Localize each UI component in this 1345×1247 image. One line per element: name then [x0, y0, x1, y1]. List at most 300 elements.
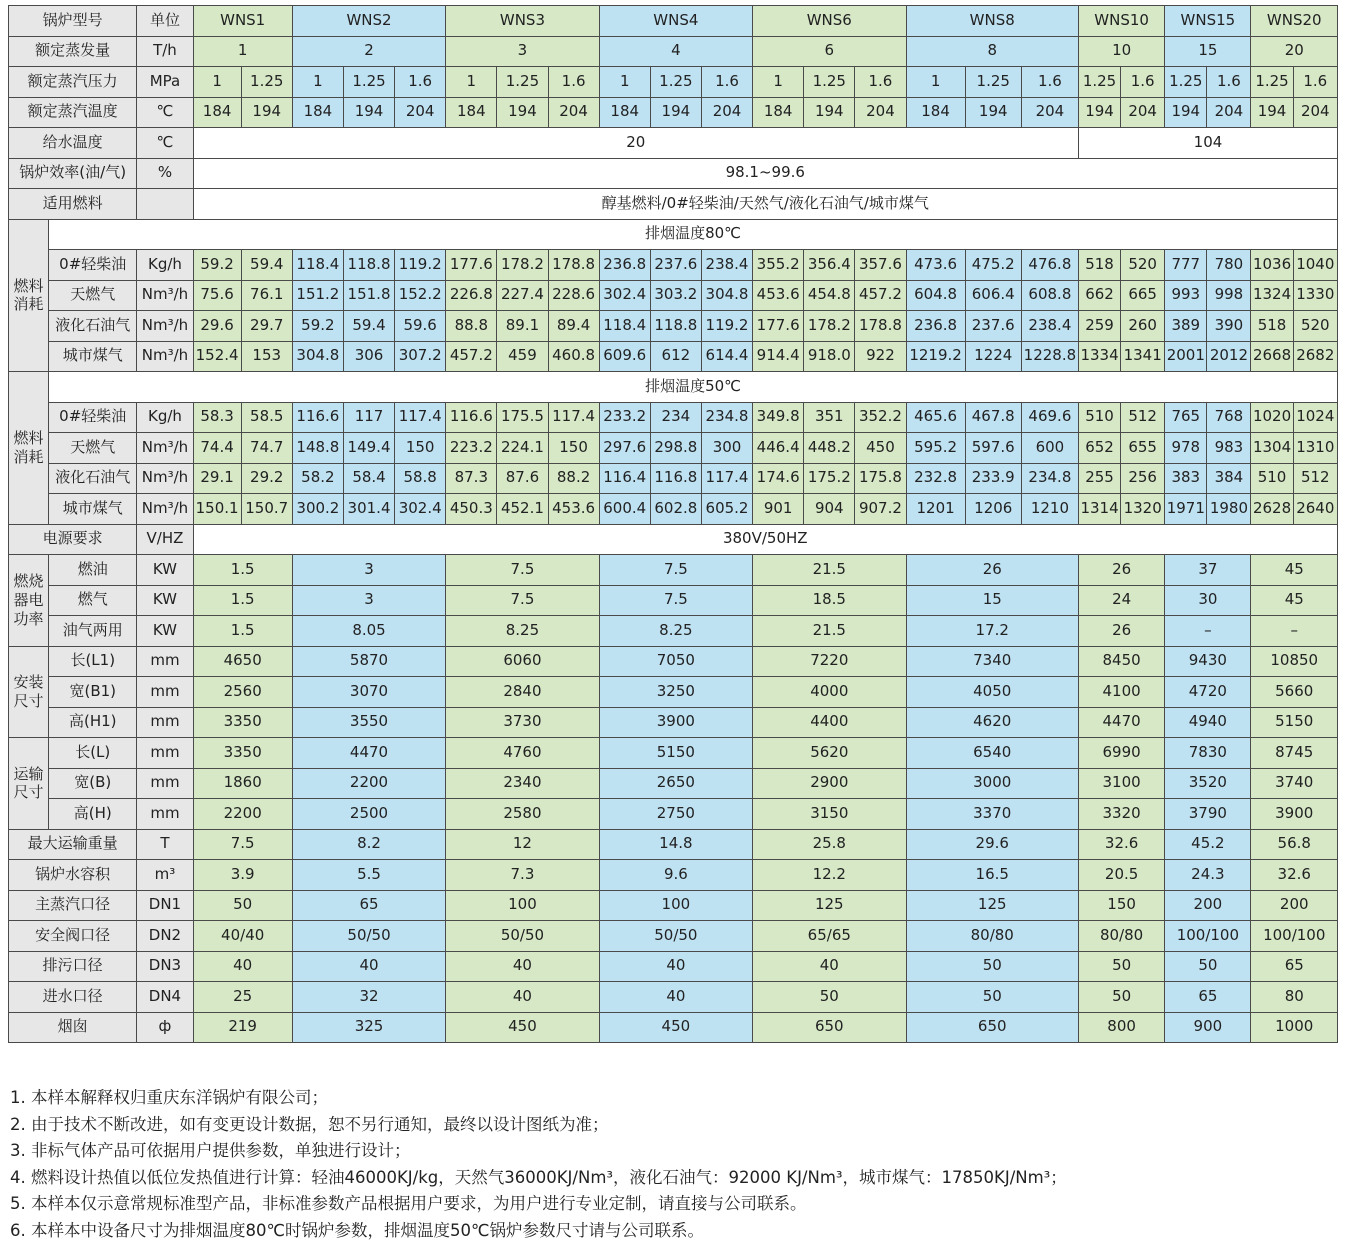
- value-cell: 465.6: [906, 402, 965, 433]
- value-cell: 357.6: [855, 250, 906, 281]
- value-cell: 1.5: [193, 616, 292, 647]
- value-cell: 4470: [292, 738, 445, 769]
- value-cell: 233.2: [599, 402, 650, 433]
- group-label: 运输尺寸: [9, 738, 49, 830]
- value-cell: 597.6: [965, 433, 1021, 464]
- table-row: [9, 250, 1338, 281]
- value-cell: 1860: [193, 768, 292, 799]
- model-header: WNS2: [292, 6, 445, 37]
- value-cell: 3: [292, 555, 445, 586]
- value-cell: 476.8: [1021, 250, 1078, 281]
- row-label: 安全阀口径: [9, 921, 137, 952]
- value-cell: 228.6: [548, 280, 599, 311]
- value-cell: 301.4: [343, 494, 394, 525]
- value-cell: 224.1: [497, 433, 548, 464]
- value-cell: 780: [1207, 250, 1251, 281]
- value-cell: 510: [1251, 463, 1293, 494]
- value-cell: 384: [1207, 463, 1251, 494]
- value-cell: 40: [599, 982, 752, 1013]
- value-cell: 3520: [1165, 768, 1251, 799]
- value-cell: 50/50: [599, 921, 752, 952]
- table-row: [9, 402, 1338, 433]
- value-cell: 178.8: [855, 311, 906, 342]
- value-cell: 40: [292, 951, 445, 982]
- value-cell: 104: [1078, 128, 1337, 159]
- value-cell: 2900: [753, 768, 906, 799]
- value-cell: 150: [548, 433, 599, 464]
- value-cell: 234: [650, 402, 701, 433]
- value-cell: 3900: [599, 707, 752, 738]
- value-cell: 1.25: [497, 67, 548, 98]
- value-cell: 15: [1165, 36, 1251, 67]
- value-cell: 4050: [906, 677, 1078, 708]
- value-cell: 453.6: [753, 280, 804, 311]
- value-cell: 5.5: [292, 860, 445, 891]
- value-cell: 194: [650, 97, 701, 128]
- value-cell: 18.5: [753, 585, 906, 616]
- row-unit: T/h: [137, 36, 193, 67]
- value-cell: 20: [193, 128, 1078, 159]
- row-unit: %: [137, 158, 193, 189]
- value-cell: 80/80: [906, 921, 1078, 952]
- row-label: 宽(B): [49, 768, 137, 799]
- value-cell: 87.6: [497, 463, 548, 494]
- value-cell: 59.6: [395, 311, 446, 342]
- value-cell: 4620: [906, 707, 1078, 738]
- value-cell: 65: [1251, 951, 1338, 982]
- value-cell: 184: [193, 97, 241, 128]
- table-row: [9, 97, 1338, 128]
- value-cell: 2668: [1251, 341, 1293, 372]
- value-cell: 149.4: [343, 433, 394, 464]
- value-cell: 56.8: [1251, 829, 1338, 860]
- value-cell: 7.5: [599, 585, 752, 616]
- value-cell: 98.1~99.6: [193, 158, 1337, 189]
- row-label: 给水温度: [9, 128, 137, 159]
- value-cell: 4000: [753, 677, 906, 708]
- footnotes: [10, 1085, 1340, 1244]
- row-label: 长(L1): [49, 646, 137, 677]
- value-cell: 518: [1078, 250, 1120, 281]
- value-cell: 259: [1078, 311, 1120, 342]
- value-cell: 184: [906, 97, 965, 128]
- value-cell: 200: [1165, 890, 1251, 921]
- value-cell: 12.2: [753, 860, 906, 891]
- row-unit: mm: [137, 738, 193, 769]
- footnote: 1. 本样本解释权归重庆东洋锅炉有限公司；: [10, 1088, 328, 1107]
- value-cell: 605.2: [701, 494, 752, 525]
- value-cell: 453.6: [548, 494, 599, 525]
- table-row: [9, 1012, 1338, 1043]
- value-cell: 2200: [292, 768, 445, 799]
- value-cell: 297.6: [599, 433, 650, 464]
- value-cell: 609.6: [599, 341, 650, 372]
- value-cell: 901: [753, 494, 804, 525]
- row-unit: KW: [137, 555, 193, 586]
- value-cell: 24: [1078, 585, 1164, 616]
- value-cell: 3320: [1078, 799, 1164, 830]
- value-cell: 6: [753, 36, 906, 67]
- value-cell: 1.25: [965, 67, 1021, 98]
- value-cell: 194: [1251, 97, 1293, 128]
- row-unit: KW: [137, 585, 193, 616]
- row-unit: mm: [137, 677, 193, 708]
- value-cell: 5660: [1251, 677, 1338, 708]
- value-cell: 117.4: [395, 402, 446, 433]
- value-cell: 3350: [193, 738, 292, 769]
- model-header: WNS10: [1078, 6, 1164, 37]
- table-row: [9, 585, 1338, 616]
- value-cell: 1: [193, 67, 241, 98]
- table-row: [9, 219, 1338, 250]
- value-cell: 650: [753, 1012, 906, 1043]
- value-cell: 50: [193, 890, 292, 921]
- value-cell: 907.2: [855, 494, 906, 525]
- value-cell: 58.8: [395, 463, 446, 494]
- value-cell: 2840: [446, 677, 599, 708]
- row-label: 锅炉效率(油/气): [9, 158, 137, 189]
- value-cell: 29.7: [241, 311, 292, 342]
- value-cell: 300: [701, 433, 752, 464]
- footnote: 3. 非标气体产品可依据用户提供参数，单独进行设计；: [10, 1141, 411, 1160]
- table-row: [9, 280, 1338, 311]
- value-cell: 7.5: [446, 585, 599, 616]
- value-cell: 604.8: [906, 280, 965, 311]
- value-cell: 15: [906, 585, 1078, 616]
- value-cell: 608.8: [1021, 280, 1078, 311]
- value-cell: 1980: [1207, 494, 1251, 525]
- row-label: 锅炉水容积: [9, 860, 137, 891]
- value-cell: 237.6: [965, 311, 1021, 342]
- value-cell: 21.5: [753, 555, 906, 586]
- value-cell: 300.2: [292, 494, 343, 525]
- value-cell: 1.6: [1121, 67, 1165, 98]
- table-row: [9, 463, 1338, 494]
- value-cell: 1.6: [548, 67, 599, 98]
- value-cell: –: [1165, 616, 1251, 647]
- row-label: 燃气: [49, 585, 137, 616]
- value-cell: 520: [1293, 311, 1337, 342]
- value-cell: 2682: [1293, 341, 1337, 372]
- value-cell: 4940: [1165, 707, 1251, 738]
- value-cell: 25: [193, 982, 292, 1013]
- value-cell: 50: [753, 982, 906, 1013]
- table-row: [9, 799, 1338, 830]
- row-unit: Kg/h: [137, 402, 193, 433]
- value-cell: 204: [395, 97, 446, 128]
- value-cell: 446.4: [753, 433, 804, 464]
- value-cell: 24.3: [1165, 860, 1251, 891]
- value-cell: 606.4: [965, 280, 1021, 311]
- value-cell: 256: [1121, 463, 1165, 494]
- model-header: WNS1: [193, 6, 292, 37]
- value-cell: 29.2: [241, 463, 292, 494]
- value-cell: 116.8: [650, 463, 701, 494]
- value-cell: 194: [1078, 97, 1120, 128]
- table-row: [9, 189, 1338, 220]
- value-cell: 16.5: [906, 860, 1078, 891]
- row-unit: ℃: [137, 128, 193, 159]
- value-cell: 655: [1121, 433, 1165, 464]
- value-cell: 20: [1251, 36, 1338, 67]
- value-cell: 777: [1165, 250, 1207, 281]
- value-cell: 2001: [1165, 341, 1207, 372]
- value-cell: 1.25: [343, 67, 394, 98]
- value-cell: 1210: [1021, 494, 1078, 525]
- footnote: 5. 本样本仅示意常规标准型产品，非标准参数产品根据用户要求，为用户进行专业定制，请直接与公司联系。: [10, 1194, 807, 1213]
- value-cell: 922: [855, 341, 906, 372]
- value-cell: 5620: [753, 738, 906, 769]
- value-cell: 1310: [1293, 433, 1337, 464]
- table-row: [9, 829, 1338, 860]
- row-label: 长(L): [49, 738, 137, 769]
- fuel-name: 液化石油气: [49, 463, 137, 494]
- value-cell: 4650: [193, 646, 292, 677]
- value-cell: 37: [1165, 555, 1251, 586]
- value-cell: 12: [446, 829, 599, 860]
- value-cell: 459: [497, 341, 548, 372]
- value-cell: 512: [1121, 402, 1165, 433]
- value-cell: 469.6: [1021, 402, 1078, 433]
- value-cell: 914.4: [753, 341, 804, 372]
- value-cell: 50: [1078, 982, 1164, 1013]
- value-cell: 355.2: [753, 250, 804, 281]
- value-cell: 29.6: [193, 311, 241, 342]
- row-unit: DN1: [137, 890, 193, 921]
- model-header: WNS15: [1165, 6, 1251, 37]
- value-cell: 118.8: [343, 250, 394, 281]
- value-cell: 116.4: [599, 463, 650, 494]
- value-cell: 8.25: [599, 616, 752, 647]
- value-cell: 380V/50HZ: [193, 524, 1337, 555]
- value-cell: 518: [1251, 311, 1293, 342]
- value-cell: 3790: [1165, 799, 1251, 830]
- value-cell: 59.4: [343, 311, 394, 342]
- model-header: WNS20: [1251, 6, 1338, 37]
- value-cell: 600.4: [599, 494, 650, 525]
- fuel-name: 城市煤气: [49, 341, 137, 372]
- value-cell: 59.4: [241, 250, 292, 281]
- value-cell: 2750: [599, 799, 752, 830]
- value-cell: 450.3: [446, 494, 497, 525]
- value-cell: 87.3: [446, 463, 497, 494]
- row-unit: mm: [137, 799, 193, 830]
- footnote: 2. 由于技术不断改进，如有变更设计数据，恕不另行通知，最终以设计图纸为准；: [10, 1114, 609, 1134]
- model-header: WNS8: [906, 6, 1078, 37]
- footnote: 4. 燃料设计热值以低位发热值进行计算：轻油46000KJ/kg，天然气36000KJ/Nm³，液化石油气：92000 KJ/Nm³，城市煤气：17850KJ/Nm³；: [10, 1167, 1067, 1187]
- value-cell: 1224: [965, 341, 1021, 372]
- value-cell: 662: [1078, 280, 1120, 311]
- value-cell: 302.4: [395, 494, 446, 525]
- value-cell: 1.6: [1207, 67, 1251, 98]
- section-title: 排烟温度80℃: [49, 219, 1338, 250]
- value-cell: 59.2: [292, 311, 343, 342]
- value-cell: 8.25: [446, 616, 599, 647]
- value-cell: 1.6: [395, 67, 446, 98]
- value-cell: 1334: [1078, 341, 1120, 372]
- table-row: [9, 36, 1338, 67]
- value-cell: 298.8: [650, 433, 701, 464]
- value-cell: 177.6: [753, 311, 804, 342]
- value-cell: 8450: [1078, 646, 1164, 677]
- row-unit: Nm³/h: [137, 463, 193, 494]
- fuel-name: 0#轻柴油: [49, 402, 137, 433]
- row-label: 高(H): [49, 799, 137, 830]
- value-cell: 2580: [446, 799, 599, 830]
- value-cell: 8.2: [292, 829, 445, 860]
- value-cell: 602.8: [650, 494, 701, 525]
- value-cell: 1: [193, 36, 292, 67]
- value-cell: 174.6: [753, 463, 804, 494]
- table-row: [9, 982, 1338, 1013]
- row-unit: V/HZ: [137, 524, 193, 555]
- value-cell: 117: [343, 402, 394, 433]
- table-row: [9, 921, 1338, 952]
- value-cell: 50/50: [292, 921, 445, 952]
- table-row: [9, 555, 1338, 586]
- value-cell: 26: [1078, 616, 1164, 647]
- row-unit: mm: [137, 707, 193, 738]
- table-row: [9, 6, 1338, 37]
- value-cell: 918.0: [804, 341, 855, 372]
- row-unit: Nm³/h: [137, 341, 193, 372]
- value-cell: 2200: [193, 799, 292, 830]
- value-cell: 3.9: [193, 860, 292, 891]
- value-cell: 2560: [193, 677, 292, 708]
- header-unit: 单位: [137, 6, 193, 37]
- row-label: 油气两用: [49, 616, 137, 647]
- value-cell: 232.8: [906, 463, 965, 494]
- value-cell: 40/40: [193, 921, 292, 952]
- value-cell: 50: [1078, 951, 1164, 982]
- value-cell: 89.1: [497, 311, 548, 342]
- fuel-name: 天燃气: [49, 433, 137, 464]
- row-unit: Nm³/h: [137, 280, 193, 311]
- value-cell: 7340: [906, 646, 1078, 677]
- value-cell: 2: [292, 36, 445, 67]
- value-cell: 1.6: [701, 67, 752, 98]
- value-cell: 5150: [1251, 707, 1338, 738]
- table-row: [9, 494, 1338, 525]
- value-cell: 450: [446, 1012, 599, 1043]
- table-row: [9, 67, 1338, 98]
- value-cell: 1314: [1078, 494, 1120, 525]
- value-cell: 75.6: [193, 280, 241, 311]
- value-cell: 118.4: [292, 250, 343, 281]
- value-cell: 32.6: [1078, 829, 1164, 860]
- row-label: 进水口径: [9, 982, 137, 1013]
- value-cell: 7050: [599, 646, 752, 677]
- value-cell: 223.2: [446, 433, 497, 464]
- value-cell: 457.2: [855, 280, 906, 311]
- value-cell: 100: [599, 890, 752, 921]
- value-cell: 4400: [753, 707, 906, 738]
- value-cell: 260: [1121, 311, 1165, 342]
- value-cell: 768: [1207, 402, 1251, 433]
- value-cell: 204: [701, 97, 752, 128]
- value-cell: 652: [1078, 433, 1120, 464]
- value-cell: 152.4: [193, 341, 241, 372]
- value-cell: 614.4: [701, 341, 752, 372]
- value-cell: 1320: [1121, 494, 1165, 525]
- value-cell: 5150: [599, 738, 752, 769]
- fuel-name: 液化石油气: [49, 311, 137, 342]
- section-title: 排烟温度50℃: [49, 372, 1338, 403]
- value-cell: 177.6: [446, 250, 497, 281]
- value-cell: 80/80: [1078, 921, 1164, 952]
- row-unit: Nm³/h: [137, 433, 193, 464]
- value-cell: 1020: [1251, 402, 1293, 433]
- header-label: 锅炉型号: [9, 6, 137, 37]
- value-cell: 116.6: [292, 402, 343, 433]
- value-cell: 452.1: [497, 494, 548, 525]
- value-cell: 118.8: [650, 311, 701, 342]
- value-cell: 1971: [1165, 494, 1207, 525]
- value-cell: 45.2: [1165, 829, 1251, 860]
- value-cell: 17.2: [906, 616, 1078, 647]
- row-label: 主蒸汽口径: [9, 890, 137, 921]
- value-cell: 978: [1165, 433, 1207, 464]
- row-label: 高(H1): [49, 707, 137, 738]
- value-cell: 4720: [1165, 677, 1251, 708]
- value-cell: 178.2: [497, 250, 548, 281]
- value-cell: 383: [1165, 463, 1207, 494]
- value-cell: 304.8: [701, 280, 752, 311]
- value-cell: 100: [446, 890, 599, 921]
- value-cell: 7830: [1165, 738, 1251, 769]
- value-cell: 238.4: [1021, 311, 1078, 342]
- boiler-spec-table: [8, 5, 1338, 1043]
- table-row: [9, 860, 1338, 891]
- value-cell: 21.5: [753, 616, 906, 647]
- value-cell: 8: [906, 36, 1078, 67]
- row-label: 电源要求: [9, 524, 137, 555]
- value-cell: 1: [753, 67, 804, 98]
- value-cell: 475.2: [965, 250, 1021, 281]
- table-row: [9, 707, 1338, 738]
- value-cell: 152.2: [395, 280, 446, 311]
- value-cell: 306: [343, 341, 394, 372]
- value-cell: 448.2: [804, 433, 855, 464]
- value-cell: 3000: [906, 768, 1078, 799]
- value-cell: 520: [1121, 250, 1165, 281]
- value-cell: 3730: [446, 707, 599, 738]
- value-cell: 238.4: [701, 250, 752, 281]
- value-cell: 1219.2: [906, 341, 965, 372]
- value-cell: 25.8: [753, 829, 906, 860]
- value-cell: 200: [1251, 890, 1338, 921]
- value-cell: 175.8: [855, 463, 906, 494]
- value-cell: 665: [1121, 280, 1165, 311]
- value-cell: 900: [1165, 1012, 1251, 1043]
- value-cell: 1.25: [650, 67, 701, 98]
- value-cell: 4760: [446, 738, 599, 769]
- value-cell: 119.2: [701, 311, 752, 342]
- value-cell: 100/100: [1251, 921, 1338, 952]
- value-cell: 194: [1165, 97, 1207, 128]
- value-cell: 7.5: [599, 555, 752, 586]
- model-header: WNS3: [446, 6, 599, 37]
- value-cell: 204: [1121, 97, 1165, 128]
- value-cell: 612: [650, 341, 701, 372]
- row-unit: mm: [137, 646, 193, 677]
- value-cell: 88.8: [446, 311, 497, 342]
- value-cell: 1024: [1293, 402, 1337, 433]
- value-cell: 234.8: [701, 402, 752, 433]
- value-cell: 510: [1078, 402, 1120, 433]
- value-cell: 40: [446, 951, 599, 982]
- value-cell: 7220: [753, 646, 906, 677]
